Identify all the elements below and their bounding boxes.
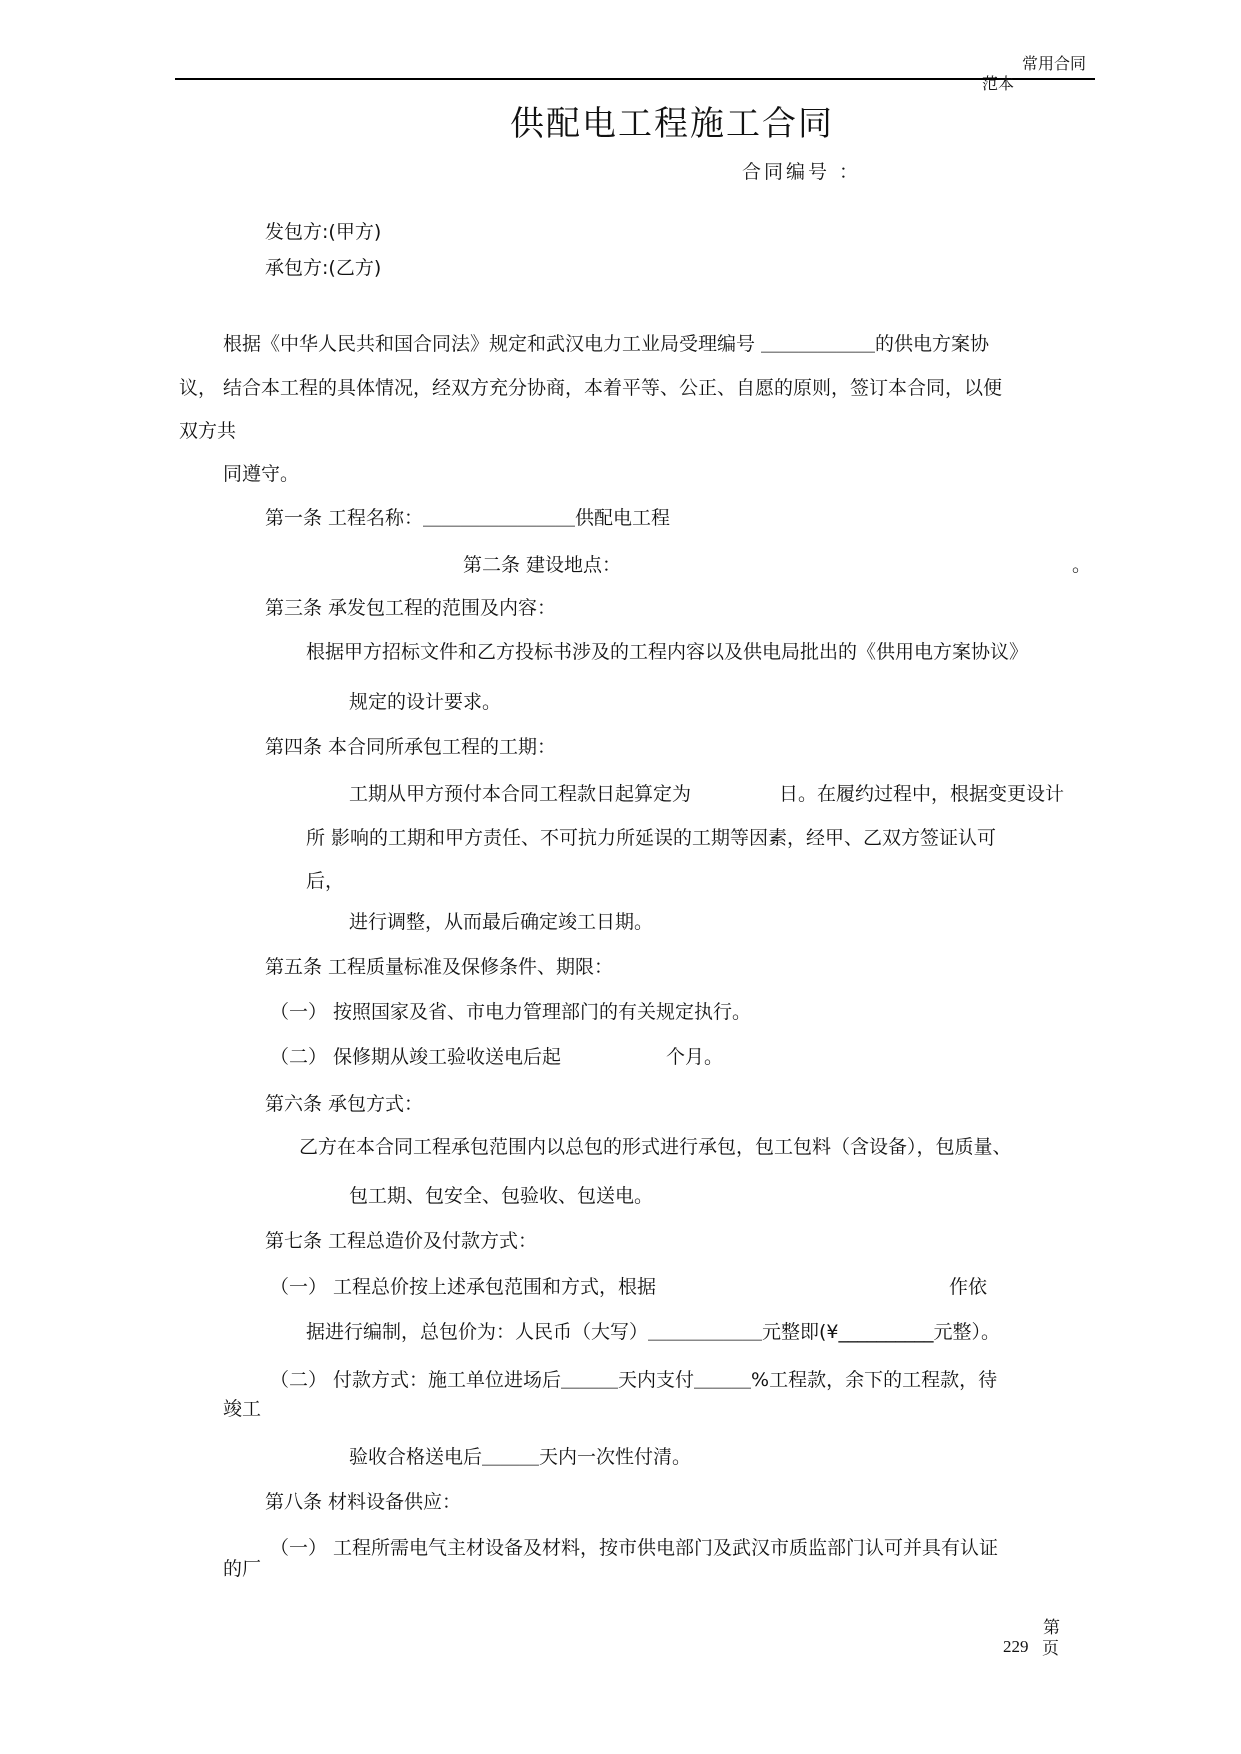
document-title: 供配电工程施工合同 <box>510 104 834 144</box>
article-4: 第四条 本合同所承包工程的工期： <box>265 736 557 758</box>
page-number: 229 <box>1003 1637 1029 1656</box>
article-7-item-2c: 验收合格送电后＿＿＿天内一次性付清。 <box>349 1446 692 1468</box>
page-suffix: 页 <box>1042 1639 1059 1659</box>
article-7-item-2b: 竣工 <box>223 1398 262 1420</box>
article-4-text-3: 后， <box>306 870 345 892</box>
party-b-label: 承包方:(乙方) <box>265 257 382 279</box>
article-4-text-1b: 日。在履约过程中，根据变更设计 <box>779 783 1065 805</box>
preamble-line-4: 同遵守。 <box>223 463 300 485</box>
header-label: 常用合同 <box>1022 54 1087 73</box>
article-7-item-1a: （一） 工程总价按上述承包范围和方式，根据 <box>270 1276 657 1298</box>
preamble-line-2: 议， 结合本工程的具体情况，经双方充分协商，本着平等、公正、自愿的原则，签订本合同，以便 <box>179 377 1003 399</box>
article-8-item-1b: 的厂 <box>223 1558 262 1580</box>
article-3-text-1: 根据甲方招标文件和乙方投标书涉及的工程内容以及供电局批出的《供用电方案协议》 <box>306 641 1029 663</box>
header-rule <box>175 78 1095 80</box>
article-7: 第七条 工程总造价及付款方式： <box>265 1230 538 1252</box>
contract-number-label: 合同编号 ： <box>742 161 862 183</box>
header-label-2: 范本 <box>982 74 1015 93</box>
article-3-text-2: 规定的设计要求。 <box>349 691 502 713</box>
article-7-item-2: （二） 付款方式：施工单位进场后＿＿＿天内支付＿＿＿%工程款，余下的工程款，待 <box>270 1369 998 1391</box>
article-4-text-4: 进行调整，从而最后确定竣工日期。 <box>349 911 654 933</box>
article-8: 第八条 材料设备供应： <box>265 1491 462 1513</box>
preamble-line-1: 根据《中华人民共和国合同法》规定和武汉电力工业局受理编号 ＿＿＿＿＿＿的供电方案协 <box>223 333 990 355</box>
article-4-text-1a: 工期从甲方预付本合同工程款日起算定为 <box>349 783 692 805</box>
article-5-item-1: （一） 按照国家及省、市电力管理部门的有关规定执行。 <box>270 1001 752 1023</box>
article-8-item-1: （一） 工程所需电气主材设备及材料，按市供电部门及武汉市质监部门认可并具有认证 <box>270 1537 999 1559</box>
party-a-label: 发包方:(甲方) <box>265 221 382 243</box>
article-7-item-1b: 作依 <box>949 1276 988 1298</box>
article-5-item-2b: 个月。 <box>666 1046 724 1068</box>
article-6-text-1: 乙方在本合同工程承包范围内以总包的形式进行承包，包工包料（含设备），包质量、 <box>299 1136 1012 1158</box>
article-2-end: 。 <box>1072 554 1092 576</box>
article-5-item-2a: （二） 保修期从竣工验收送电后起 <box>270 1046 562 1068</box>
article-4-text-2: 所 影响的工期和甲方责任、不可抗力所延误的工期等因素，经甲、乙双方签证认可 <box>306 827 997 849</box>
article-3: 第三条 承发包工程的范围及内容： <box>265 597 557 619</box>
preamble-line-3: 双方共 <box>179 420 237 442</box>
article-2: 第二条 建设地点： <box>463 554 622 576</box>
article-1: 第一条 工程名称：＿＿＿＿＿＿＿＿供配电工程 <box>265 507 671 529</box>
article-5: 第五条 工程质量标准及保修条件、期限： <box>265 956 614 978</box>
page-prefix: 第 <box>1043 1618 1060 1638</box>
article-6-text-2: 包工期、包安全、包验收、包送电。 <box>349 1185 654 1207</box>
article-6: 第六条 承包方式： <box>265 1093 424 1115</box>
article-7-item-1c: 据进行编制，总包价为：人民币（大写）＿＿＿＿＿＿元整即(¥__________元整）。 <box>306 1321 1001 1343</box>
